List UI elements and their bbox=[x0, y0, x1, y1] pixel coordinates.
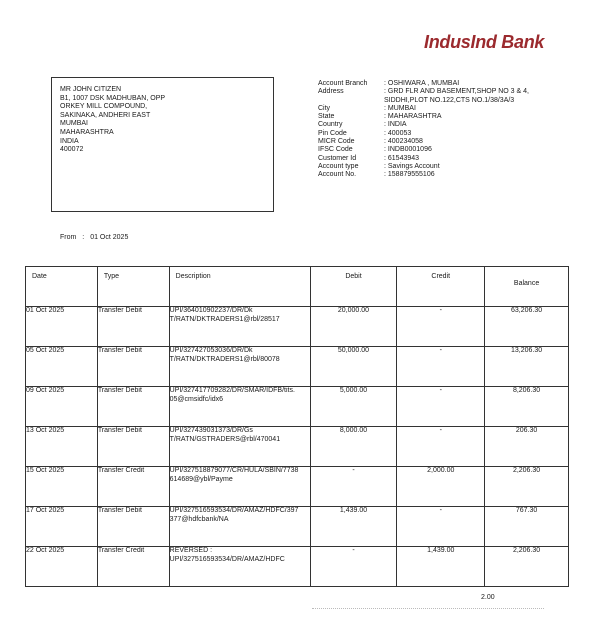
info-row bbox=[318, 146, 564, 154]
address-line: MUMBAI bbox=[60, 120, 88, 128]
info-row bbox=[318, 121, 564, 129]
cell-type: Transfer Debit bbox=[97, 387, 169, 427]
cell-description bbox=[169, 507, 310, 547]
cell-balance: 13,206.30 bbox=[485, 347, 569, 387]
table-row bbox=[26, 387, 569, 427]
info-value: : INDB0001096 bbox=[384, 146, 432, 154]
cell-date: 13 Oct 2025 bbox=[26, 427, 98, 467]
cell-type: Transfer Debit bbox=[97, 307, 169, 347]
info-row bbox=[318, 80, 564, 88]
info-value: : 158879555106 bbox=[384, 171, 435, 179]
description-line-1: UPI/327439031373/DR/Gs bbox=[169, 427, 253, 434]
info-label: Country bbox=[318, 121, 343, 129]
cell-credit: - bbox=[397, 507, 485, 547]
info-value: : Savings Account bbox=[384, 162, 440, 170]
cell-description bbox=[169, 347, 310, 387]
from-label: From bbox=[60, 234, 77, 241]
cell-type: Transfer Credit bbox=[97, 547, 169, 587]
description-line-2: 05@cmsidfc/idx6 bbox=[169, 395, 224, 403]
info-label: Account Branch bbox=[318, 80, 368, 87]
cell-date: 15 Oct 2025 bbox=[26, 467, 98, 507]
info-label: Account No. bbox=[318, 171, 357, 179]
address-line: INDIA bbox=[60, 137, 79, 145]
statement-period bbox=[60, 234, 128, 241]
description-line-1: UPI/327516593534/DR/AMAZ/HDFC/397 bbox=[169, 507, 299, 514]
info-row bbox=[318, 155, 564, 163]
cell-credit: - bbox=[397, 427, 485, 467]
cell-description bbox=[169, 307, 310, 347]
cell-debit: 1,439.00 bbox=[310, 507, 397, 547]
info-label: Account type bbox=[318, 162, 359, 170]
address-line: MAHARASHTRA bbox=[60, 128, 114, 136]
description-line-2: T/RATN/DKTRADERS1@rbl/28517 bbox=[169, 315, 280, 323]
footer-rule bbox=[312, 608, 544, 609]
cell-date: 17 Oct 2025 bbox=[26, 507, 98, 547]
cell-description bbox=[169, 387, 310, 427]
cell-type: Transfer Credit bbox=[97, 467, 169, 507]
info-label: Pin Code bbox=[318, 129, 347, 137]
description-line-2: UPI/327516593534/DR/AMAZ/HDFC bbox=[169, 555, 285, 563]
table-row bbox=[26, 507, 569, 547]
cell-credit: - bbox=[397, 387, 485, 427]
description-line-2: T/RATN/GSTRADERS@rbl/470041 bbox=[169, 435, 281, 443]
cell-date: 09 Oct 2025 bbox=[26, 387, 98, 427]
description-line-2: T/RATN/DKTRADERS1@rbl/80078 bbox=[169, 355, 280, 363]
cell-type: Transfer Debit bbox=[97, 427, 169, 467]
cell-date: 22 Oct 2025 bbox=[26, 547, 98, 587]
info-label: Address bbox=[318, 88, 344, 96]
info-row bbox=[318, 105, 564, 113]
address-line: B1, 1007 DSK MADHUBAN, OPP bbox=[60, 94, 166, 102]
info-value: : MAHARASHTRA bbox=[384, 113, 442, 121]
table-row bbox=[26, 547, 569, 587]
info-label: State bbox=[318, 113, 335, 121]
cell-debit: 20,000.00 bbox=[310, 307, 397, 347]
cell-credit: - bbox=[397, 307, 485, 347]
cell-debit: 8,000.00 bbox=[310, 427, 397, 467]
cell-debit: 5,000.00 bbox=[310, 387, 397, 427]
cell-description bbox=[169, 467, 310, 507]
info-label: MICR Code bbox=[318, 138, 355, 146]
cell-debit: - bbox=[310, 467, 397, 507]
table-row bbox=[26, 467, 569, 507]
info-label: Customer Id bbox=[318, 154, 357, 162]
info-row bbox=[318, 163, 564, 171]
cell-balance: 206.30 bbox=[485, 427, 569, 467]
cell-balance: 2,206.30 bbox=[485, 547, 569, 587]
info-row bbox=[318, 130, 564, 138]
info-value: : 400234058 bbox=[384, 138, 423, 146]
description-line-1: REVERSED : bbox=[169, 547, 213, 554]
description-line-1: UPI/327427053036/DR/Dk bbox=[169, 347, 253, 354]
description-line-2: 614689@ybl/Payme bbox=[169, 475, 233, 483]
from-separator: : bbox=[82, 234, 85, 241]
cell-description bbox=[169, 547, 310, 587]
customer-address bbox=[60, 86, 165, 155]
info-value: : 400053 bbox=[384, 129, 412, 137]
header-description: Description bbox=[169, 267, 310, 307]
info-value: : OSHIWARA , MUMBAI bbox=[384, 80, 460, 87]
address-line: SAKINAKA, ANDHERI EAST bbox=[60, 111, 151, 119]
cell-debit: 50,000.00 bbox=[310, 347, 397, 387]
info-row bbox=[318, 138, 564, 146]
info-row bbox=[318, 171, 564, 179]
info-label: City bbox=[318, 104, 331, 112]
description-line-1: UPI/327518879077/CR/HULA/SBIN/7738 bbox=[169, 467, 299, 474]
cell-balance: 63,206.30 bbox=[485, 307, 569, 347]
description-line-1: UPI/327417709282/DR/SMAR/IDFB/tits. bbox=[169, 387, 295, 394]
address-line: MR JOHN CITIZEN bbox=[60, 86, 122, 93]
cell-debit: - bbox=[310, 547, 397, 587]
info-row bbox=[318, 113, 564, 121]
info-value: : 61543943 bbox=[384, 154, 420, 162]
table-header-row bbox=[26, 267, 569, 307]
header-credit: Credit bbox=[397, 267, 485, 307]
table-row bbox=[26, 307, 569, 347]
info-value: : GRD FLR AND BASEMENT,SHOP NO 3 & 4, SIDDHI,PLOT NO.122,CTS NO.1/38/3A/3 bbox=[384, 88, 529, 104]
table-row bbox=[26, 427, 569, 467]
info-value: : INDIA bbox=[384, 121, 407, 129]
header-debit: Debit bbox=[310, 267, 397, 307]
header-date: Date bbox=[26, 267, 98, 307]
cell-credit: 2,000.00 bbox=[397, 467, 485, 507]
transaction-table bbox=[25, 266, 569, 587]
cell-description bbox=[169, 427, 310, 467]
info-value: : MUMBAI bbox=[384, 104, 416, 112]
description-line-1: UPI/364010902237/DR/Dk bbox=[169, 307, 253, 314]
cell-credit: - bbox=[397, 347, 485, 387]
info-row bbox=[318, 88, 564, 105]
from-date: 01 Oct 2025 bbox=[90, 234, 129, 241]
address-line: 400072 bbox=[60, 146, 84, 154]
cell-credit: 1,439.00 bbox=[397, 547, 485, 587]
account-info bbox=[318, 80, 564, 180]
partial-total: 2.00 bbox=[481, 594, 495, 601]
header-type: Type bbox=[97, 267, 169, 307]
cell-balance: 8,206.30 bbox=[485, 387, 569, 427]
bank-logo: IndusInd Bank bbox=[424, 32, 545, 52]
cell-date: 01 Oct 2025 bbox=[26, 307, 98, 347]
header-balance: Balance bbox=[485, 267, 569, 307]
cell-balance: 767.30 bbox=[485, 507, 569, 547]
cell-type: Transfer Debit bbox=[97, 507, 169, 547]
address-line: ORKEY MILL COMPOUND, bbox=[60, 103, 148, 111]
table-row bbox=[26, 347, 569, 387]
description-line-2: 377@hdfcbank/NA bbox=[169, 515, 229, 523]
cell-date: 05 Oct 2025 bbox=[26, 347, 98, 387]
cell-balance: 2,206.30 bbox=[485, 467, 569, 507]
info-label: IFSC Code bbox=[318, 146, 353, 154]
cell-type: Transfer Debit bbox=[97, 347, 169, 387]
